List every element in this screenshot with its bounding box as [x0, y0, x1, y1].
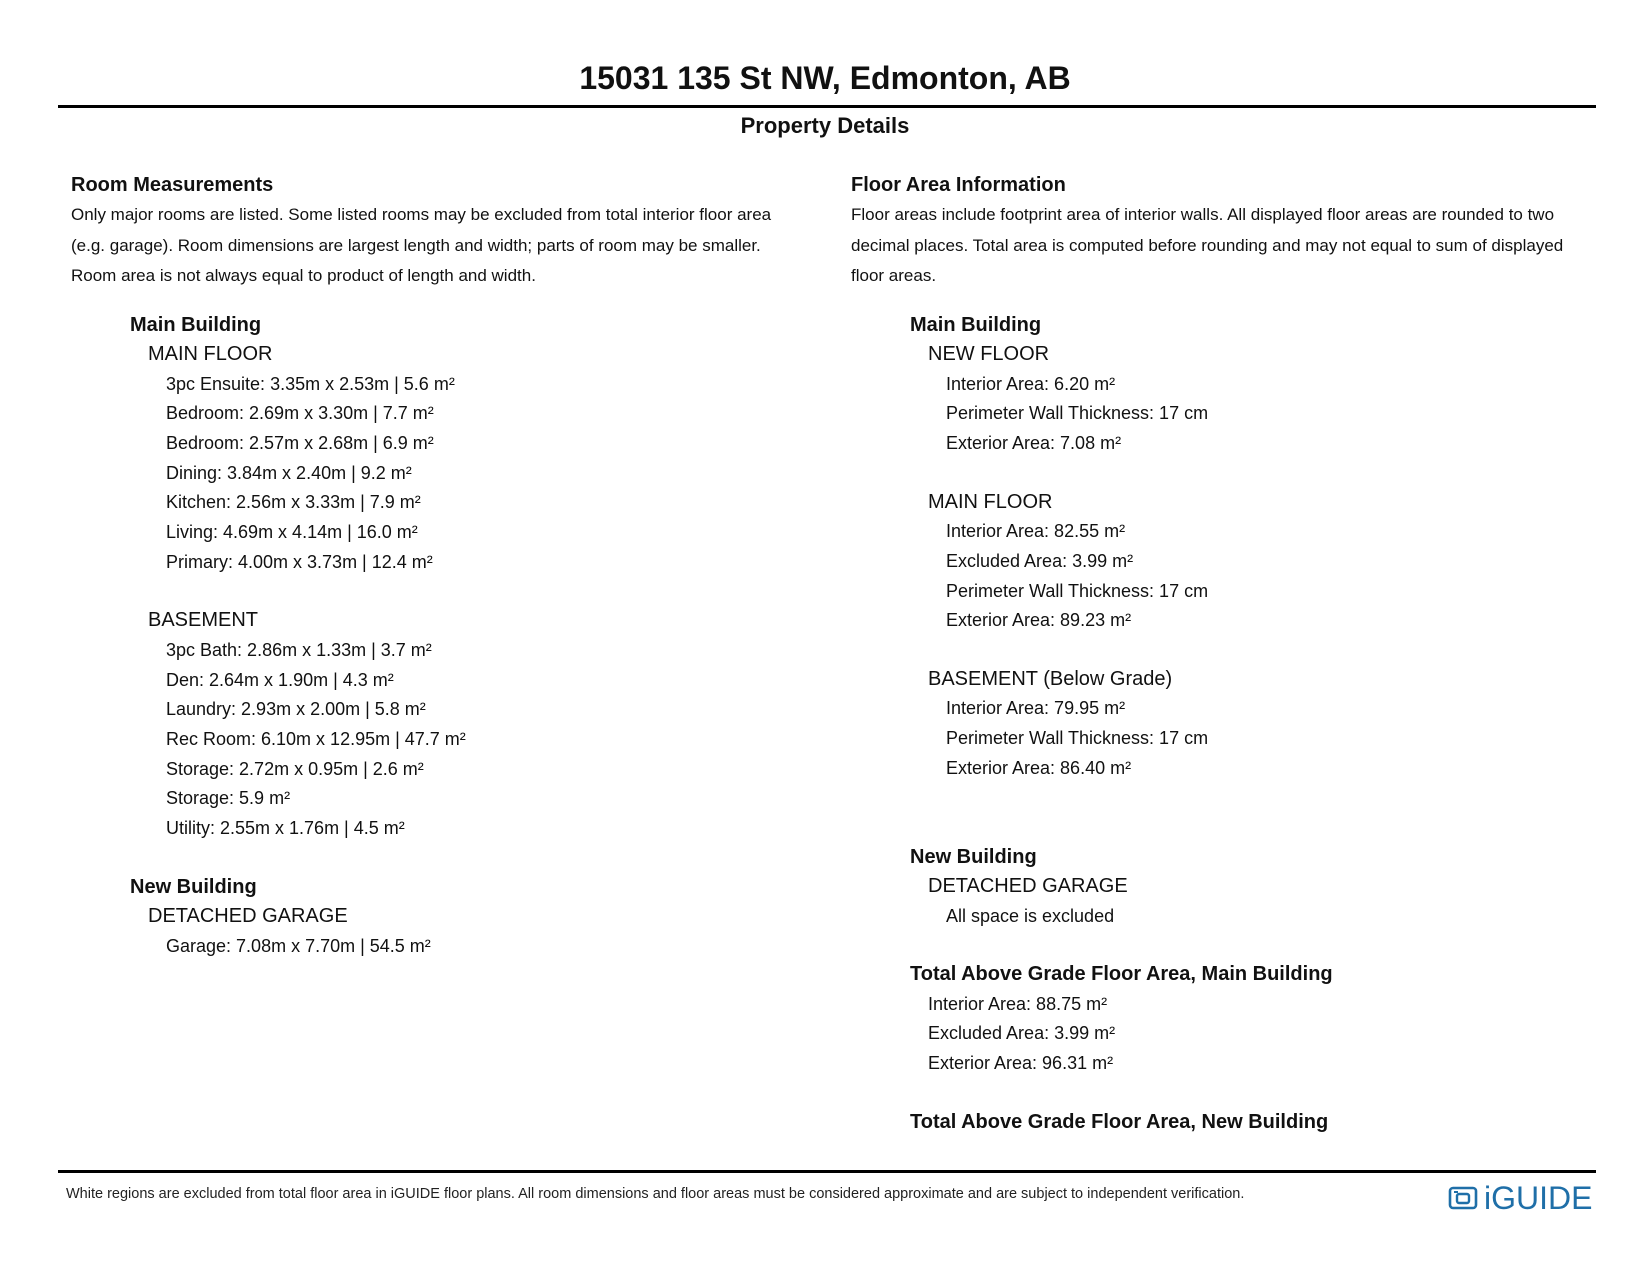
- room-item: Laundry: 2.93m x 2.00m | 5.8 m²: [166, 699, 426, 720]
- area-item: Interior Area: 6.20 m²: [946, 373, 1116, 394]
- fa-main-building: [910, 311, 1611, 784]
- rm-new-building: [130, 873, 811, 962]
- floor-title: MAIN FLOOR: [148, 343, 273, 365]
- floor-area-section: [851, 170, 1611, 1137]
- top-divider: [58, 105, 1596, 108]
- room-item: 3pc Ensuite: 3.35m x 2.53m | 5.6 m²: [166, 373, 455, 394]
- room-measurements-heading: Room Measurements: [71, 174, 274, 196]
- logo-text: iGUIDE: [1484, 1180, 1593, 1216]
- area-item: Perimeter Wall Thickness: 17 cm: [946, 580, 1209, 601]
- description-line: floor areas.: [851, 266, 937, 285]
- description-line: Floor areas include footprint area of interior walls. All displayed floor areas are rounded to two: [851, 205, 1555, 224]
- room-measurements-description: [71, 200, 811, 292]
- total-title: Total Above Grade Floor Area, New Building: [910, 1110, 1329, 1133]
- floor-title: DETACHED GARAGE: [928, 875, 1128, 898]
- total-item: Exterior Area: 96.31 m²: [928, 1053, 1114, 1074]
- area-item: All space is excluded: [946, 905, 1115, 926]
- fa-total-main-items: [910, 990, 1611, 1079]
- floor-area-description: [851, 200, 1611, 292]
- floor-title: MAIN FLOOR: [928, 490, 1053, 513]
- room-item: 3pc Bath: 2.86m x 1.33m | 3.7 m²: [166, 639, 432, 660]
- fa-basement: [910, 665, 1611, 784]
- area-item: Interior Area: 82.55 m²: [946, 521, 1126, 542]
- area-item: Excluded Area: 3.99 m²: [946, 550, 1134, 571]
- building-title: New Building: [910, 845, 1037, 868]
- description-line: decimal places. Total area is computed before rounding and may not equal to sum of displayed: [851, 235, 1564, 255]
- room-item: Living: 4.69m x 4.14m | 16.0 m²: [166, 522, 418, 543]
- building-title: Main Building: [910, 313, 1042, 336]
- fa-main-floor: [910, 488, 1611, 636]
- area-item: Interior Area: 79.95 m²: [946, 698, 1126, 719]
- room-item: Bedroom: 2.57m x 2.68m | 6.9 m²: [166, 432, 434, 453]
- description-line: Only major rooms are listed. Some listed rooms may be excluded from total interior floor area: [71, 205, 772, 224]
- fa-new-building: [910, 843, 1611, 932]
- total-item: Excluded Area: 3.99 m²: [928, 1023, 1116, 1044]
- area-item: Exterior Area: 7.08 m²: [946, 432, 1122, 453]
- floor-title: NEW FLOOR: [928, 343, 1050, 365]
- room-item: Storage: 5.9 m²: [166, 788, 291, 809]
- bottom-divider: [58, 1170, 1596, 1173]
- room-item: Storage: 2.72m x 0.95m | 2.6 m²: [166, 758, 424, 779]
- room-item: Primary: 4.00m x 3.73m | 12.4 m²: [166, 551, 433, 572]
- room-item: Kitchen: 2.56m x 3.33m | 7.9 m²: [166, 492, 421, 513]
- floor-title: BASEMENT: [148, 609, 259, 632]
- room-item: Rec Room: 6.10m x 12.95m | 47.7 m²: [166, 729, 466, 750]
- rm-basement: [130, 606, 811, 843]
- fa-new-floor: [910, 340, 1611, 459]
- footer-disclaimer: White regions are excluded from total floor area in iGUIDE floor plans. All room dimensions and floor areas must be considered approximate and are subject to independent verification.: [66, 1186, 1245, 1202]
- fa-total-new-building: [910, 1108, 1611, 1138]
- area-item: Perimeter Wall Thickness: 17 cm: [946, 728, 1209, 749]
- fa-detached-garage: [910, 872, 1611, 931]
- rm-main-building: [130, 311, 811, 844]
- area-item: Perimeter Wall Thickness: 17 cm: [946, 403, 1209, 424]
- room-item: Dining: 3.84m x 2.40m | 9.2 m²: [166, 462, 412, 483]
- area-item: Exterior Area: 86.40 m²: [946, 757, 1132, 778]
- total-title: Total Above Grade Floor Area, Main Building: [910, 963, 1333, 986]
- building-title: Main Building: [130, 313, 262, 336]
- room-measurements-section: [71, 170, 811, 991]
- iguide-logo: [1448, 1178, 1592, 1218]
- area-item: Exterior Area: 89.23 m²: [946, 610, 1132, 631]
- floor-area-heading: Floor Area Information: [851, 174, 1066, 196]
- description-line: (e.g. garage). Room dimensions are largest length and width; parts of room may be smaller.: [71, 235, 761, 255]
- building-title: New Building: [130, 875, 257, 898]
- room-item: Den: 2.64m x 1.90m | 4.3 m²: [166, 669, 394, 690]
- page-title: 15031 135 St NW, Edmonton, AB: [579, 60, 1071, 96]
- room-item: Utility: 2.55m x 1.76m | 4.5 m²: [166, 818, 405, 839]
- total-item: Interior Area: 88.75 m²: [928, 993, 1108, 1014]
- description-line: Room area is not always equal to product of length and width.: [71, 266, 536, 285]
- rm-detached-garage: [130, 902, 811, 961]
- rm-main-floor: [130, 340, 811, 577]
- room-item: Garage: 7.08m x 7.70m | 54.5 m²: [166, 935, 431, 956]
- floor-title: BASEMENT (Below Grade): [928, 667, 1173, 690]
- room-item: Bedroom: 2.69m x 3.30m | 7.7 m²: [166, 403, 434, 424]
- fa-total-main-building: [910, 960, 1611, 1079]
- floor-title: DETACHED GARAGE: [148, 905, 348, 928]
- page-subtitle: Property Details: [740, 113, 910, 138]
- camera-icon: [1448, 1184, 1482, 1212]
